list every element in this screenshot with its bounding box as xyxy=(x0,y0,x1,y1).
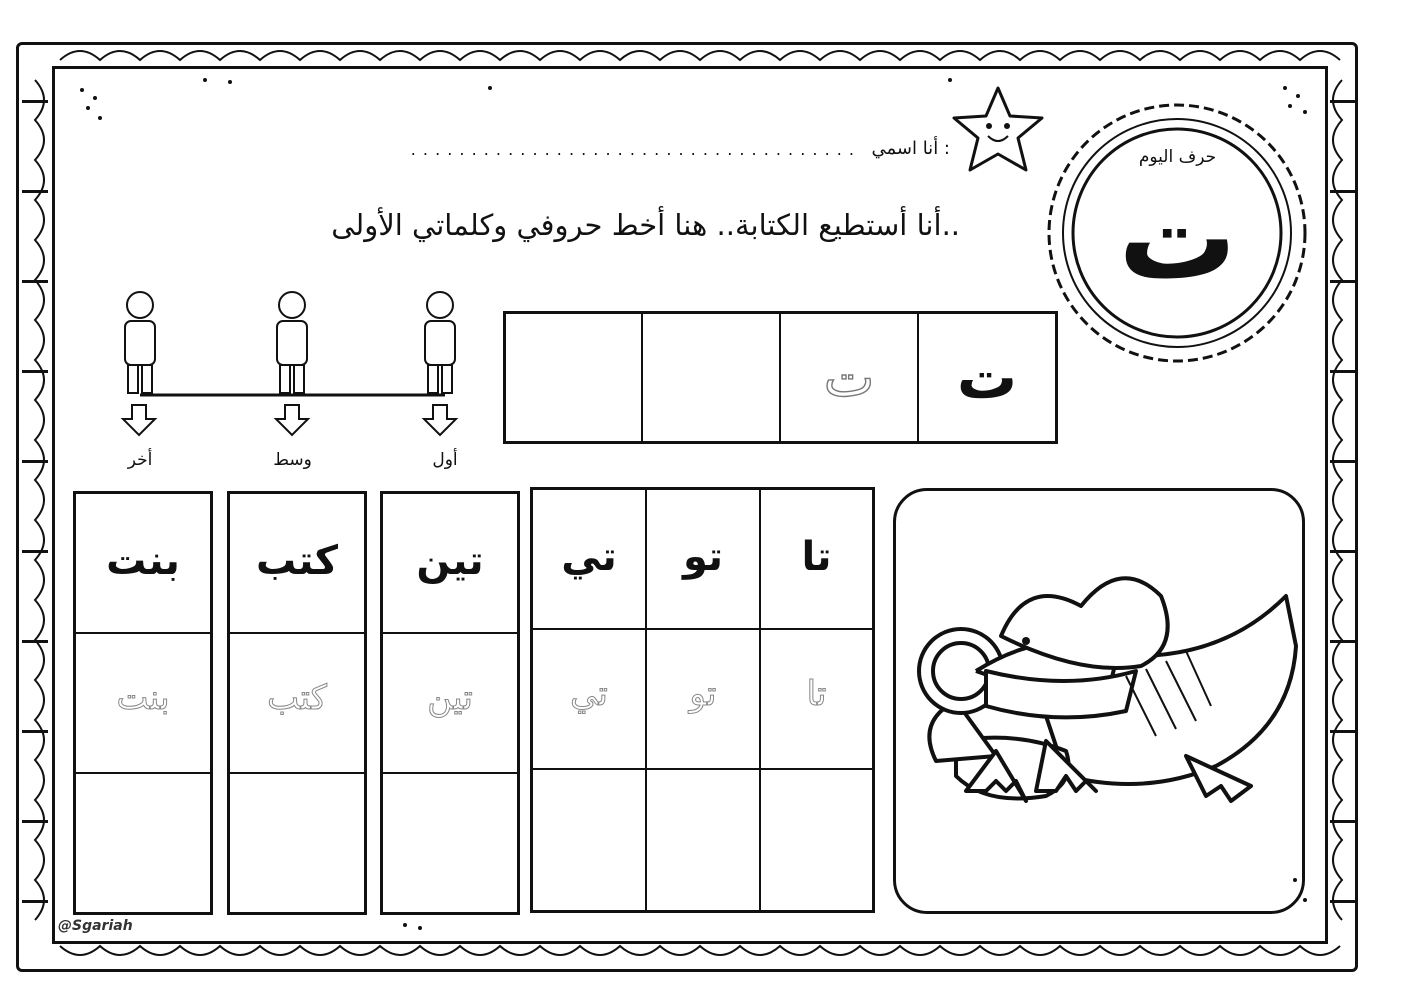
syllable-word: تي xyxy=(561,534,617,580)
word-column xyxy=(227,491,367,915)
trace-letter[interactable]: ت xyxy=(823,346,875,409)
star-icon xyxy=(948,84,1048,174)
syllable-table xyxy=(530,487,875,913)
word-trace[interactable]: كتب xyxy=(267,678,327,718)
word-column xyxy=(73,491,213,915)
picture-frame xyxy=(893,488,1305,914)
position-middle-label: وسط xyxy=(273,450,312,470)
syllable-trace[interactable]: تو xyxy=(689,674,717,714)
down-arrow-icon xyxy=(424,405,456,435)
crocodile-illustration xyxy=(896,491,1302,911)
syllable-trace-cell[interactable] xyxy=(647,630,759,768)
down-arrow-icon xyxy=(123,405,155,435)
syllable-cell xyxy=(647,490,759,628)
word-writing-cell[interactable] xyxy=(230,774,364,912)
name-label: أنا اسمي : xyxy=(871,138,950,159)
word-model: كتب xyxy=(256,538,338,584)
name-line xyxy=(320,138,950,168)
badge-letter: ت xyxy=(1118,168,1237,306)
syllable-word: تا xyxy=(801,534,832,580)
syllable-word: تو xyxy=(682,534,724,580)
syllable-trace[interactable]: تا xyxy=(806,674,827,714)
position-children-illustration xyxy=(100,285,490,445)
name-dots[interactable]: . . . . . . . . . . . . . . . . . . . . . . . . . . . . . . . . . . . . . xyxy=(410,140,855,159)
credit-text: @Sgariah xyxy=(58,918,133,934)
letter-practice-row xyxy=(503,311,1058,444)
letter-of-day-badge xyxy=(1045,95,1310,370)
empty-letter-box[interactable] xyxy=(643,314,779,441)
instruction-text: أنا أستطيع الكتابة.. هنا أخط حروفي وكلماتي الأولى.. xyxy=(331,208,960,242)
model-letter: ت xyxy=(956,342,1018,413)
down-arrow-icon xyxy=(276,405,308,435)
word-column xyxy=(380,491,520,915)
empty-letter-box[interactable] xyxy=(506,314,641,441)
syllable-trace[interactable]: تي xyxy=(570,674,608,714)
syllable-trace-cell[interactable] xyxy=(761,630,872,768)
syllable-cell xyxy=(533,490,645,628)
syllable-trace-cell[interactable] xyxy=(533,630,645,768)
badge-title: حرف اليوم xyxy=(1138,147,1217,167)
word-model: تين xyxy=(416,538,484,584)
word-writing-cell[interactable] xyxy=(76,774,210,912)
position-first-label: أول xyxy=(432,450,458,470)
word-model: بنت xyxy=(106,538,180,584)
syllable-cell xyxy=(761,490,872,628)
syllable-writing-row[interactable] xyxy=(533,770,872,910)
position-last-label: أخر xyxy=(127,450,153,470)
word-writing-cell[interactable] xyxy=(383,774,517,912)
word-trace[interactable]: بنت xyxy=(116,678,170,718)
word-trace[interactable]: تين xyxy=(427,678,473,718)
